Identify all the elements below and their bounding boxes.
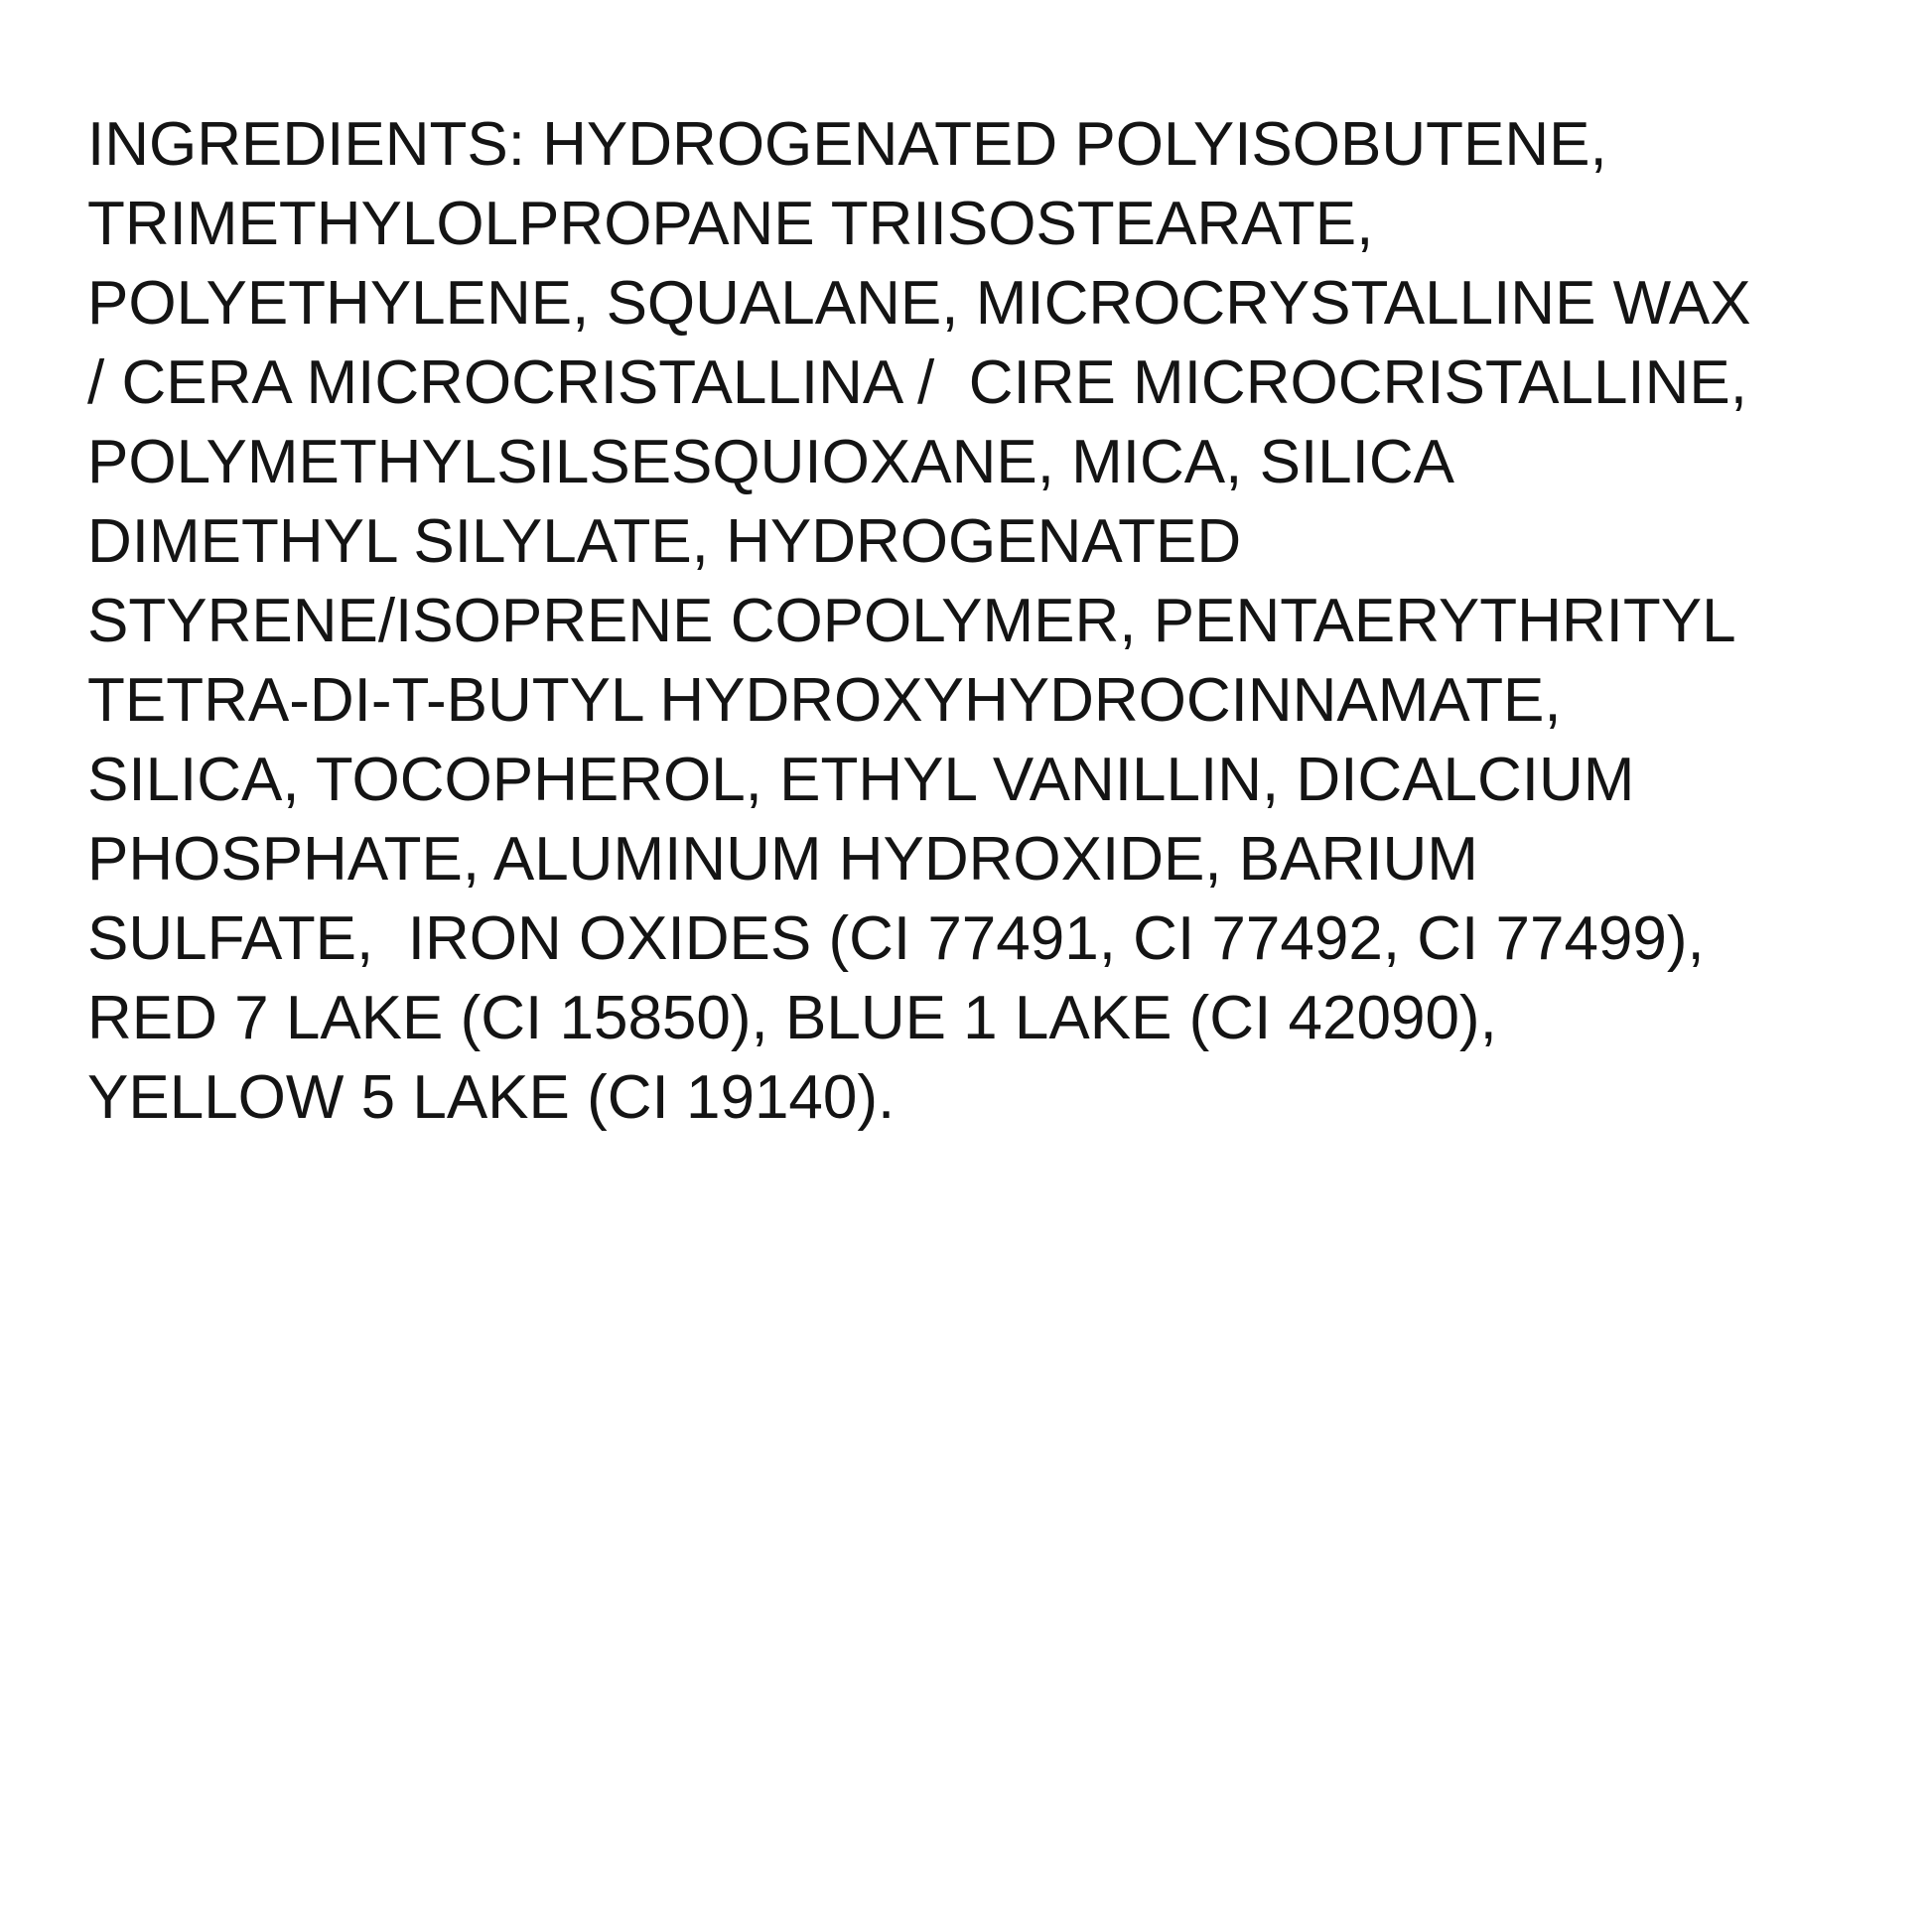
ingredients-line: POLYETHYLENE, SQUALANE, MICROCRYSTALLINE WAX — [87, 269, 1751, 338]
ingredients-line: TETRA-DI-T-BUTYL HYDROXYHYDROCINNAMATE, — [87, 666, 1562, 735]
ingredients-line: / CERA MICROCRISTALLINA / CIRE MICROCRISTALLINE, — [87, 348, 1748, 417]
ingredients-line: RED 7 LAKE (CI 15850), BLUE 1 LAKE (CI 42090), — [87, 984, 1497, 1052]
ingredients-line: SILICA, TOCOPHEROL, ETHYL VANILLIN, DICALCIUM — [87, 746, 1635, 814]
ingredients-line: POLYMETHYLSILSESQUIOXANE, MICA, SILICA — [87, 428, 1455, 496]
ingredients-line: STYRENE/ISOPRENE COPOLYMER, PENTAERYTHRITYL — [87, 587, 1736, 655]
ingredients-list — [87, 105, 1751, 1138]
ingredients-line: PHOSPHATE, ALUMINUM HYDROXIDE, BARIUM — [87, 825, 1478, 894]
ingredients-line: INGREDIENTS: HYDROGENATED POLYISOBUTENE, — [87, 110, 1607, 179]
ingredients-line: SULFATE, IRON OXIDES (CI 77491, CI 77492, CI 77499), — [87, 904, 1705, 973]
ingredients-line: DIMETHYL SILYLATE, HYDROGENATED — [87, 507, 1242, 576]
ingredients-line: TRIMETHYLOLPROPANE TRIISOSTEARATE, — [87, 190, 1374, 258]
ingredients-line: YELLOW 5 LAKE (CI 19140). — [87, 1063, 896, 1132]
